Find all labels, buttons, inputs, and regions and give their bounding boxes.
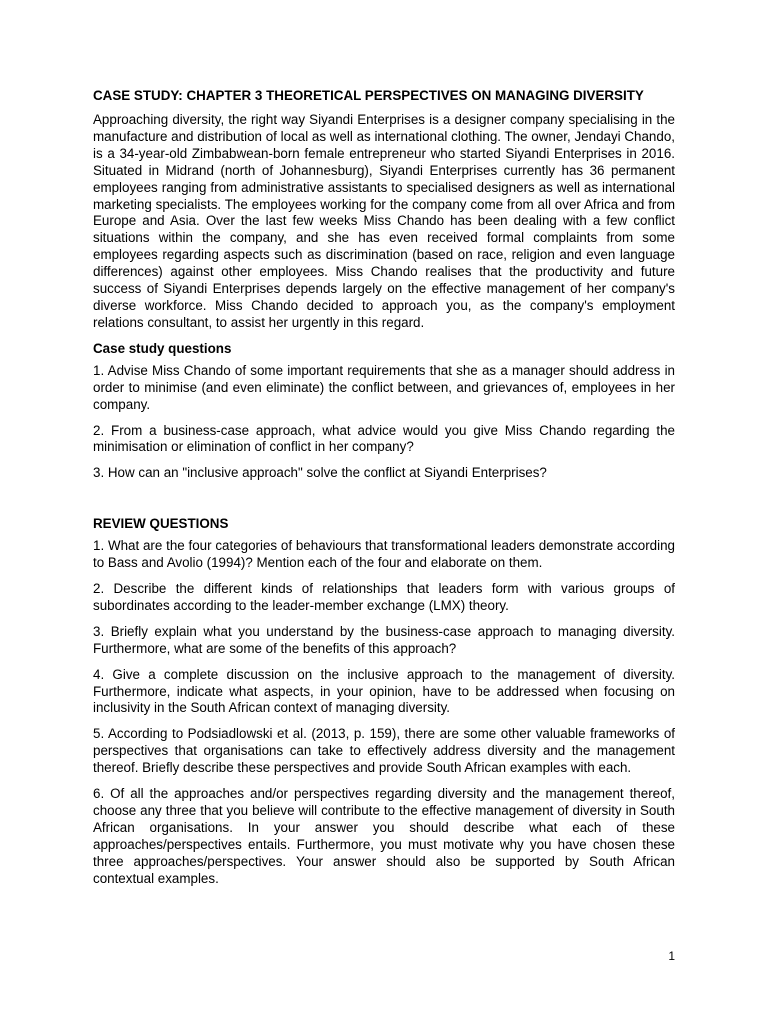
section-spacer	[93, 491, 675, 515]
review-question: 2. Describe the different kinds of relationships that leaders form with various groups of subordinates according to the leader-member exchange (LMX) theory.	[93, 581, 675, 613]
case-question: 3. How can an "inclusive approach" solve the conflict at Siyandi Enterprises?	[93, 465, 547, 481]
case-question: 1. Advise Miss Chando of some important requirements that she as a manager should address in order to minimise (and even eliminate) the conflict between, and grievances of, employees in her company.	[93, 362, 675, 412]
review-question: 4. Give a complete discussion on the inclusive approach to the management of diversity. Furthermore, indicate what aspects, in your opinion, have to be addressed when focusing on inclusivity in the South African context of managing diversity.	[93, 666, 675, 716]
review-questions-heading: REVIEW QUESTIONS	[93, 516, 229, 532]
page-number: 1	[668, 949, 675, 963]
case-question: 2. From a business-case approach, what advice would you give Miss Chando regarding the minimisation or elimination of conflict in her company?	[93, 422, 675, 455]
review-question: 6. Of all the approaches and/or perspectives regarding diversity and the management thereof, choose any three that you believe will contribute to the effective management of diversity in South African organisations. In your answer you should describe what each of these approaches/perspectives entails. Furthermore, you must motivate why you have chosen these three approaches/perspectives. Your answer should also be supported by South African contextual examples.	[93, 786, 675, 886]
review-question: 1. What are the four categories of behaviours that transformational leaders demonstrate according to Bass and Avolio (1994)? Mention each of the four and elaborate on them.	[93, 538, 675, 571]
page-title: CASE STUDY: CHAPTER 3 THEORETICAL PERSPECTIVES ON MANAGING DIVERSITY	[93, 88, 644, 103]
review-question: 5. According to Podsiadlowski et al. (2013, p. 159), there are some other valuable frameworks of perspectives that organisations can take to effectively address diversity and the management thereof. Briefly describe these perspectives and provide South African examples with each.	[93, 726, 675, 776]
case-questions-heading: Case study questions	[93, 340, 232, 356]
intro-paragraph: Approaching diversity, the right way Siyandi Enterprises is a designer company specialising in the manufacture and distribution of local as well as international clothing. The owner, Jendayi Chando, is a 34-year-old Zimbabwean-born female entrepreneur who started Siyandi Enterprises in 2016. Situated in Midrand (north of Johannesburg), Siyandi Enterprises currently has 36 permanent employees ranging from administrative assistants to specialised designers as well as international marketing specialists. The employees working for the company come from all over Africa and from Europe and Asia. Over the last few weeks Miss Chando has been dealing with a few conflict situations within the company, and she has even received formal complaints from some employees regarding aspects such as discrimination (based on race, religion and even language differences) against other employees. Miss Chando realises that the productivity and future success of Siyandi Enterprises depends largely on the effective management of her company's diverse workforce. Miss Chando decided to approach you, as the company's employment relations consultant, to assist her urgently in this regard.	[93, 112, 675, 330]
review-question: 3. Briefly explain what you understand by the business-case approach to managing diversity. Furthermore, what are some of the benefits of this approach?	[93, 623, 675, 656]
